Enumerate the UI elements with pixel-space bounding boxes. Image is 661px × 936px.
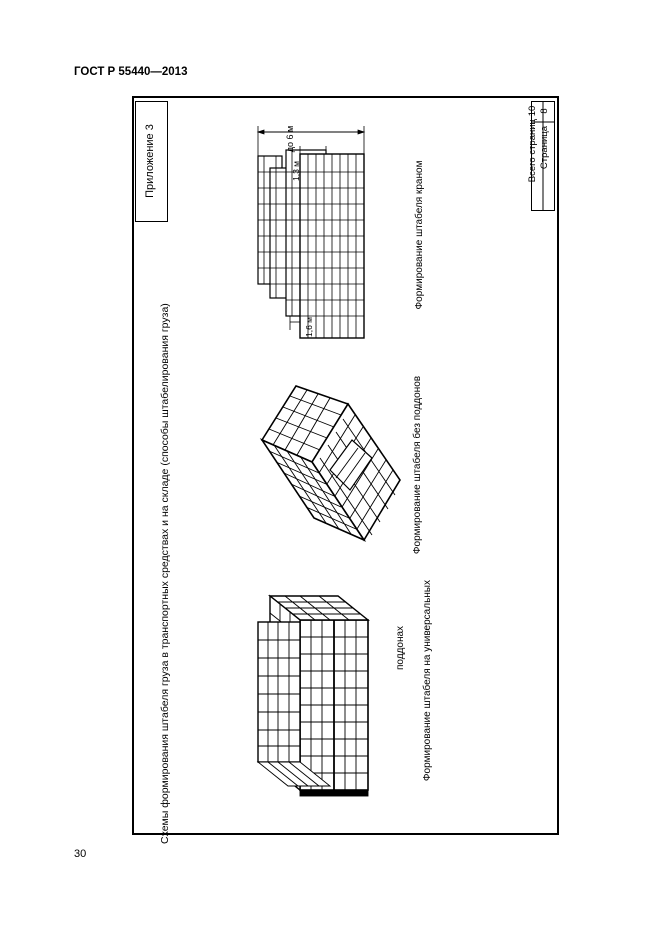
caption-crane: Формирование штабеля краном (414, 160, 425, 310)
crane-stack-drawing (258, 126, 364, 338)
caption-pallets-line2: поддонах (395, 625, 406, 671)
pages-page-label: Страница (539, 126, 550, 170)
no-pallet-stack-drawing (262, 386, 400, 540)
caption-pallets-line1: Формирование штабеля на универсальных (422, 580, 433, 782)
dimension-step-top-label: 1,3 м (291, 160, 301, 182)
pages-total-value: 10 (527, 105, 538, 117)
dimension-step-bottom-label: 1,6 м (304, 316, 314, 338)
caption-no-pallets: Формирование штабеля без поддонов (412, 375, 423, 555)
appendix-label: Приложение 3 (144, 124, 156, 198)
pallet-stack-drawing (258, 596, 368, 796)
page-number: 30 (74, 848, 87, 860)
dimension-width-label: до 6 м (285, 125, 295, 153)
document-header: ГОСТ Р 55440—2013 (74, 66, 188, 78)
figure-title: Схемы формирования штабеля груза в транспортных средствах и на складе (способы штабелирования груза) (159, 303, 171, 844)
pages-total-label: Всего страниц (527, 119, 538, 183)
pages-page-value: 8 (539, 108, 550, 114)
